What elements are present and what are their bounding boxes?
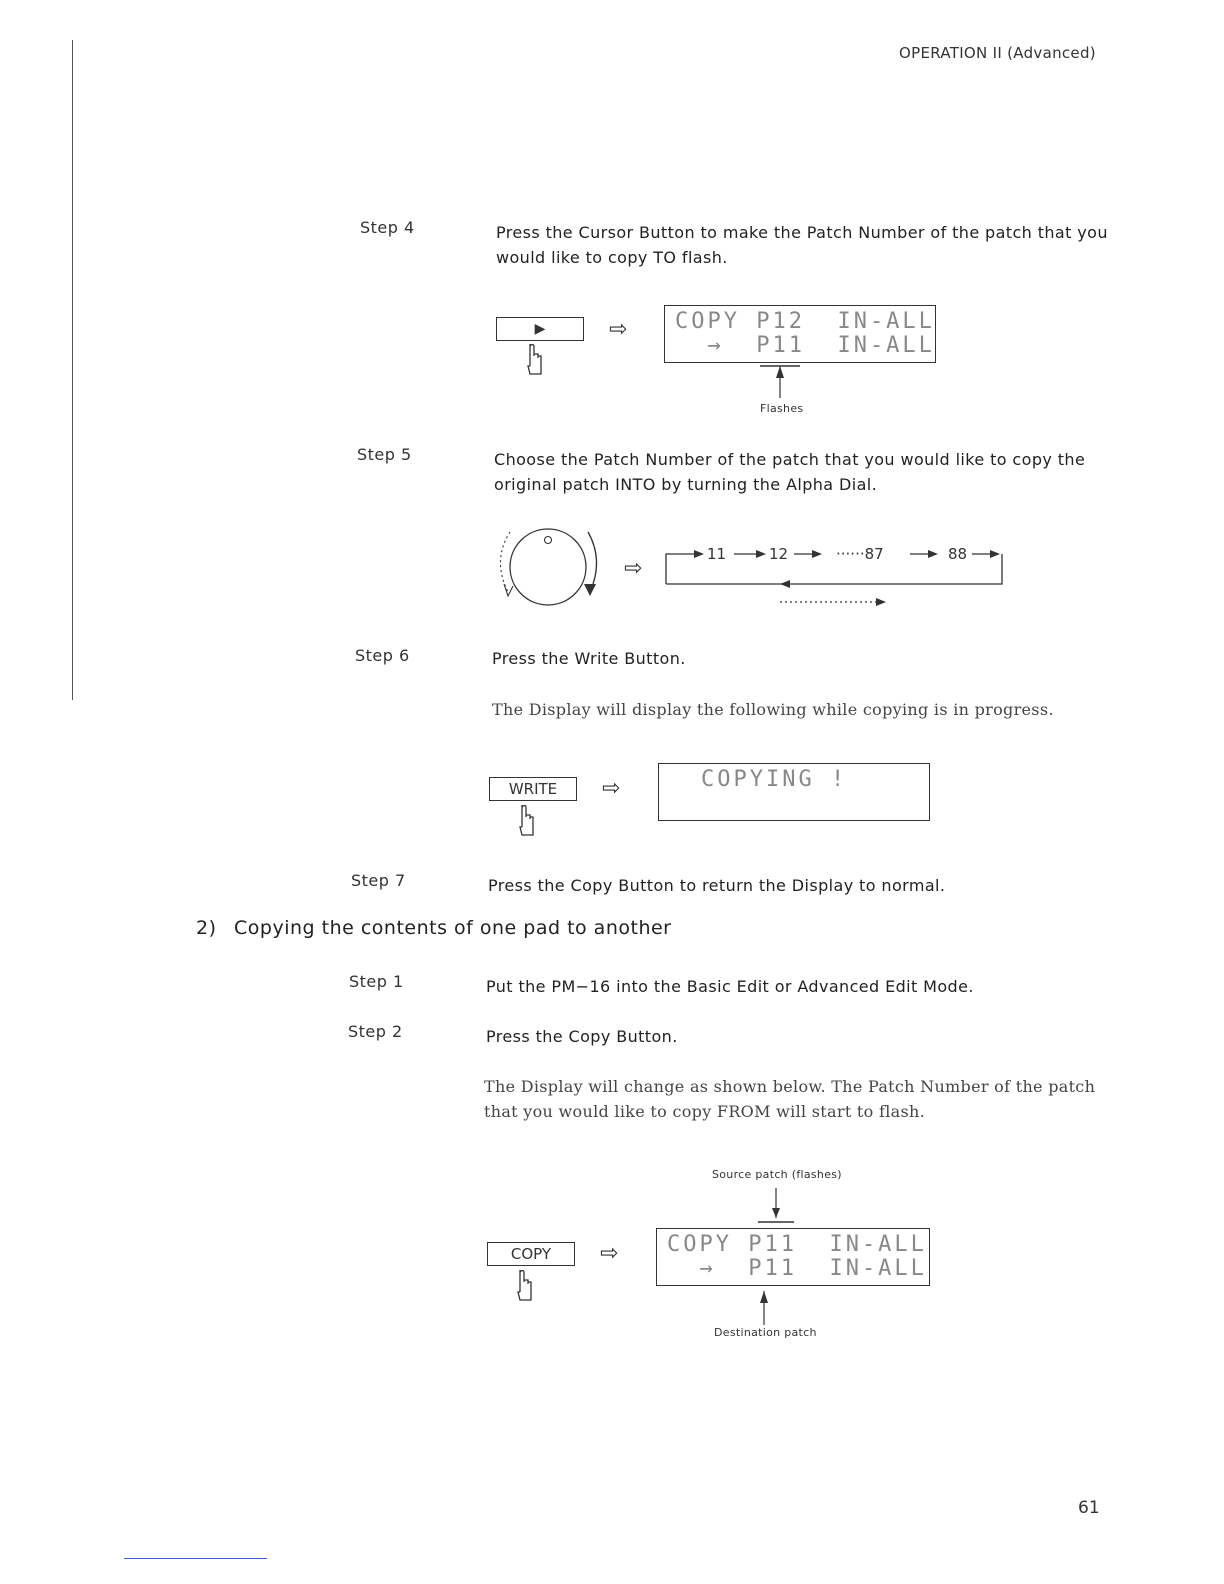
flash-pointer-arrow xyxy=(756,362,804,400)
hand-pointer-icon xyxy=(514,1268,536,1304)
destination-patch-caption: Destination patch xyxy=(714,1326,817,1339)
copy-button[interactable]: COPY xyxy=(487,1242,575,1266)
sequence-item: ······87 xyxy=(836,545,884,563)
sequence-item: 12 xyxy=(769,545,789,563)
step-4-text: Press the Cursor Button to make the Patch Number of the patch that you would like to copy TO flash. xyxy=(496,223,1108,267)
s2-step-1-label: Step 1 xyxy=(349,972,404,991)
arrow-icon: ⇨ xyxy=(602,776,621,801)
step-7-text: Press the Copy Button to return the Display to normal. xyxy=(488,876,946,895)
lcd-display-1 xyxy=(664,305,936,363)
destination-pointer-arrow xyxy=(752,1287,776,1327)
s2-step-1-text: Put the PM−16 into the Basic Edit or Advanced Edit Mode. xyxy=(486,977,974,996)
margin-rule xyxy=(72,40,73,700)
s2-step-2-label: Step 2 xyxy=(348,1022,403,1041)
sequence-item: 88 xyxy=(948,545,968,563)
lcd-line-1: COPYING ! xyxy=(701,767,848,792)
alpha-dial-icon xyxy=(480,520,610,610)
step-7-label: Step 7 xyxy=(351,871,406,890)
arrow-icon: ⇨ xyxy=(624,556,643,581)
cursor-button[interactable]: ▶ xyxy=(496,317,584,341)
hand-pointer-icon xyxy=(524,342,546,378)
source-patch-caption: Source patch (flashes) xyxy=(712,1168,842,1181)
flashes-caption: Flashes xyxy=(760,402,804,415)
step-6-text: Press the Write Button. xyxy=(492,649,686,668)
hand-pointer-icon xyxy=(516,803,538,839)
step-6-note: The Display will display the following while copying is in progress. xyxy=(492,700,1054,719)
write-button[interactable]: WRITE xyxy=(489,777,577,801)
lcd-display-2 xyxy=(658,763,930,821)
footer-rule xyxy=(124,1558,267,1559)
arrow-icon: ⇨ xyxy=(600,1241,619,1266)
section-number: 2) xyxy=(196,917,217,939)
sequence-item: 11 xyxy=(707,545,727,563)
arrow-icon: ⇨ xyxy=(609,317,628,342)
lcd-line-1: COPY P11 IN-ALL xyxy=(667,1232,927,1257)
s2-step-2-text: Press the Copy Button. xyxy=(486,1027,678,1046)
s2-step-2-note: The Display will change as shown below. The Patch Number of the patch that you would like to copy FROM will start to flash. xyxy=(484,1077,1096,1121)
source-pointer-arrow xyxy=(756,1186,796,1226)
step-6-label: Step 6 xyxy=(355,646,410,665)
lcd-line-2: → P11 IN-ALL xyxy=(675,333,935,358)
section-title: Copying the contents of one pad to another xyxy=(234,917,672,939)
step-4-label: Step 4 xyxy=(360,218,415,237)
page-number: 61 xyxy=(1078,1498,1100,1518)
lcd-line-2: → P11 IN-ALL xyxy=(667,1256,927,1281)
lcd-line-1: COPY P12 IN-ALL xyxy=(675,309,935,334)
step-5-label: Step 5 xyxy=(357,445,412,464)
lcd-display-3 xyxy=(656,1228,930,1286)
step-5-text: Choose the Patch Number of the patch that you would like to copy the original patch INTO by turning the Alpha Dial. xyxy=(494,450,1086,494)
page-header: OPERATION II (Advanced) xyxy=(899,44,1096,62)
